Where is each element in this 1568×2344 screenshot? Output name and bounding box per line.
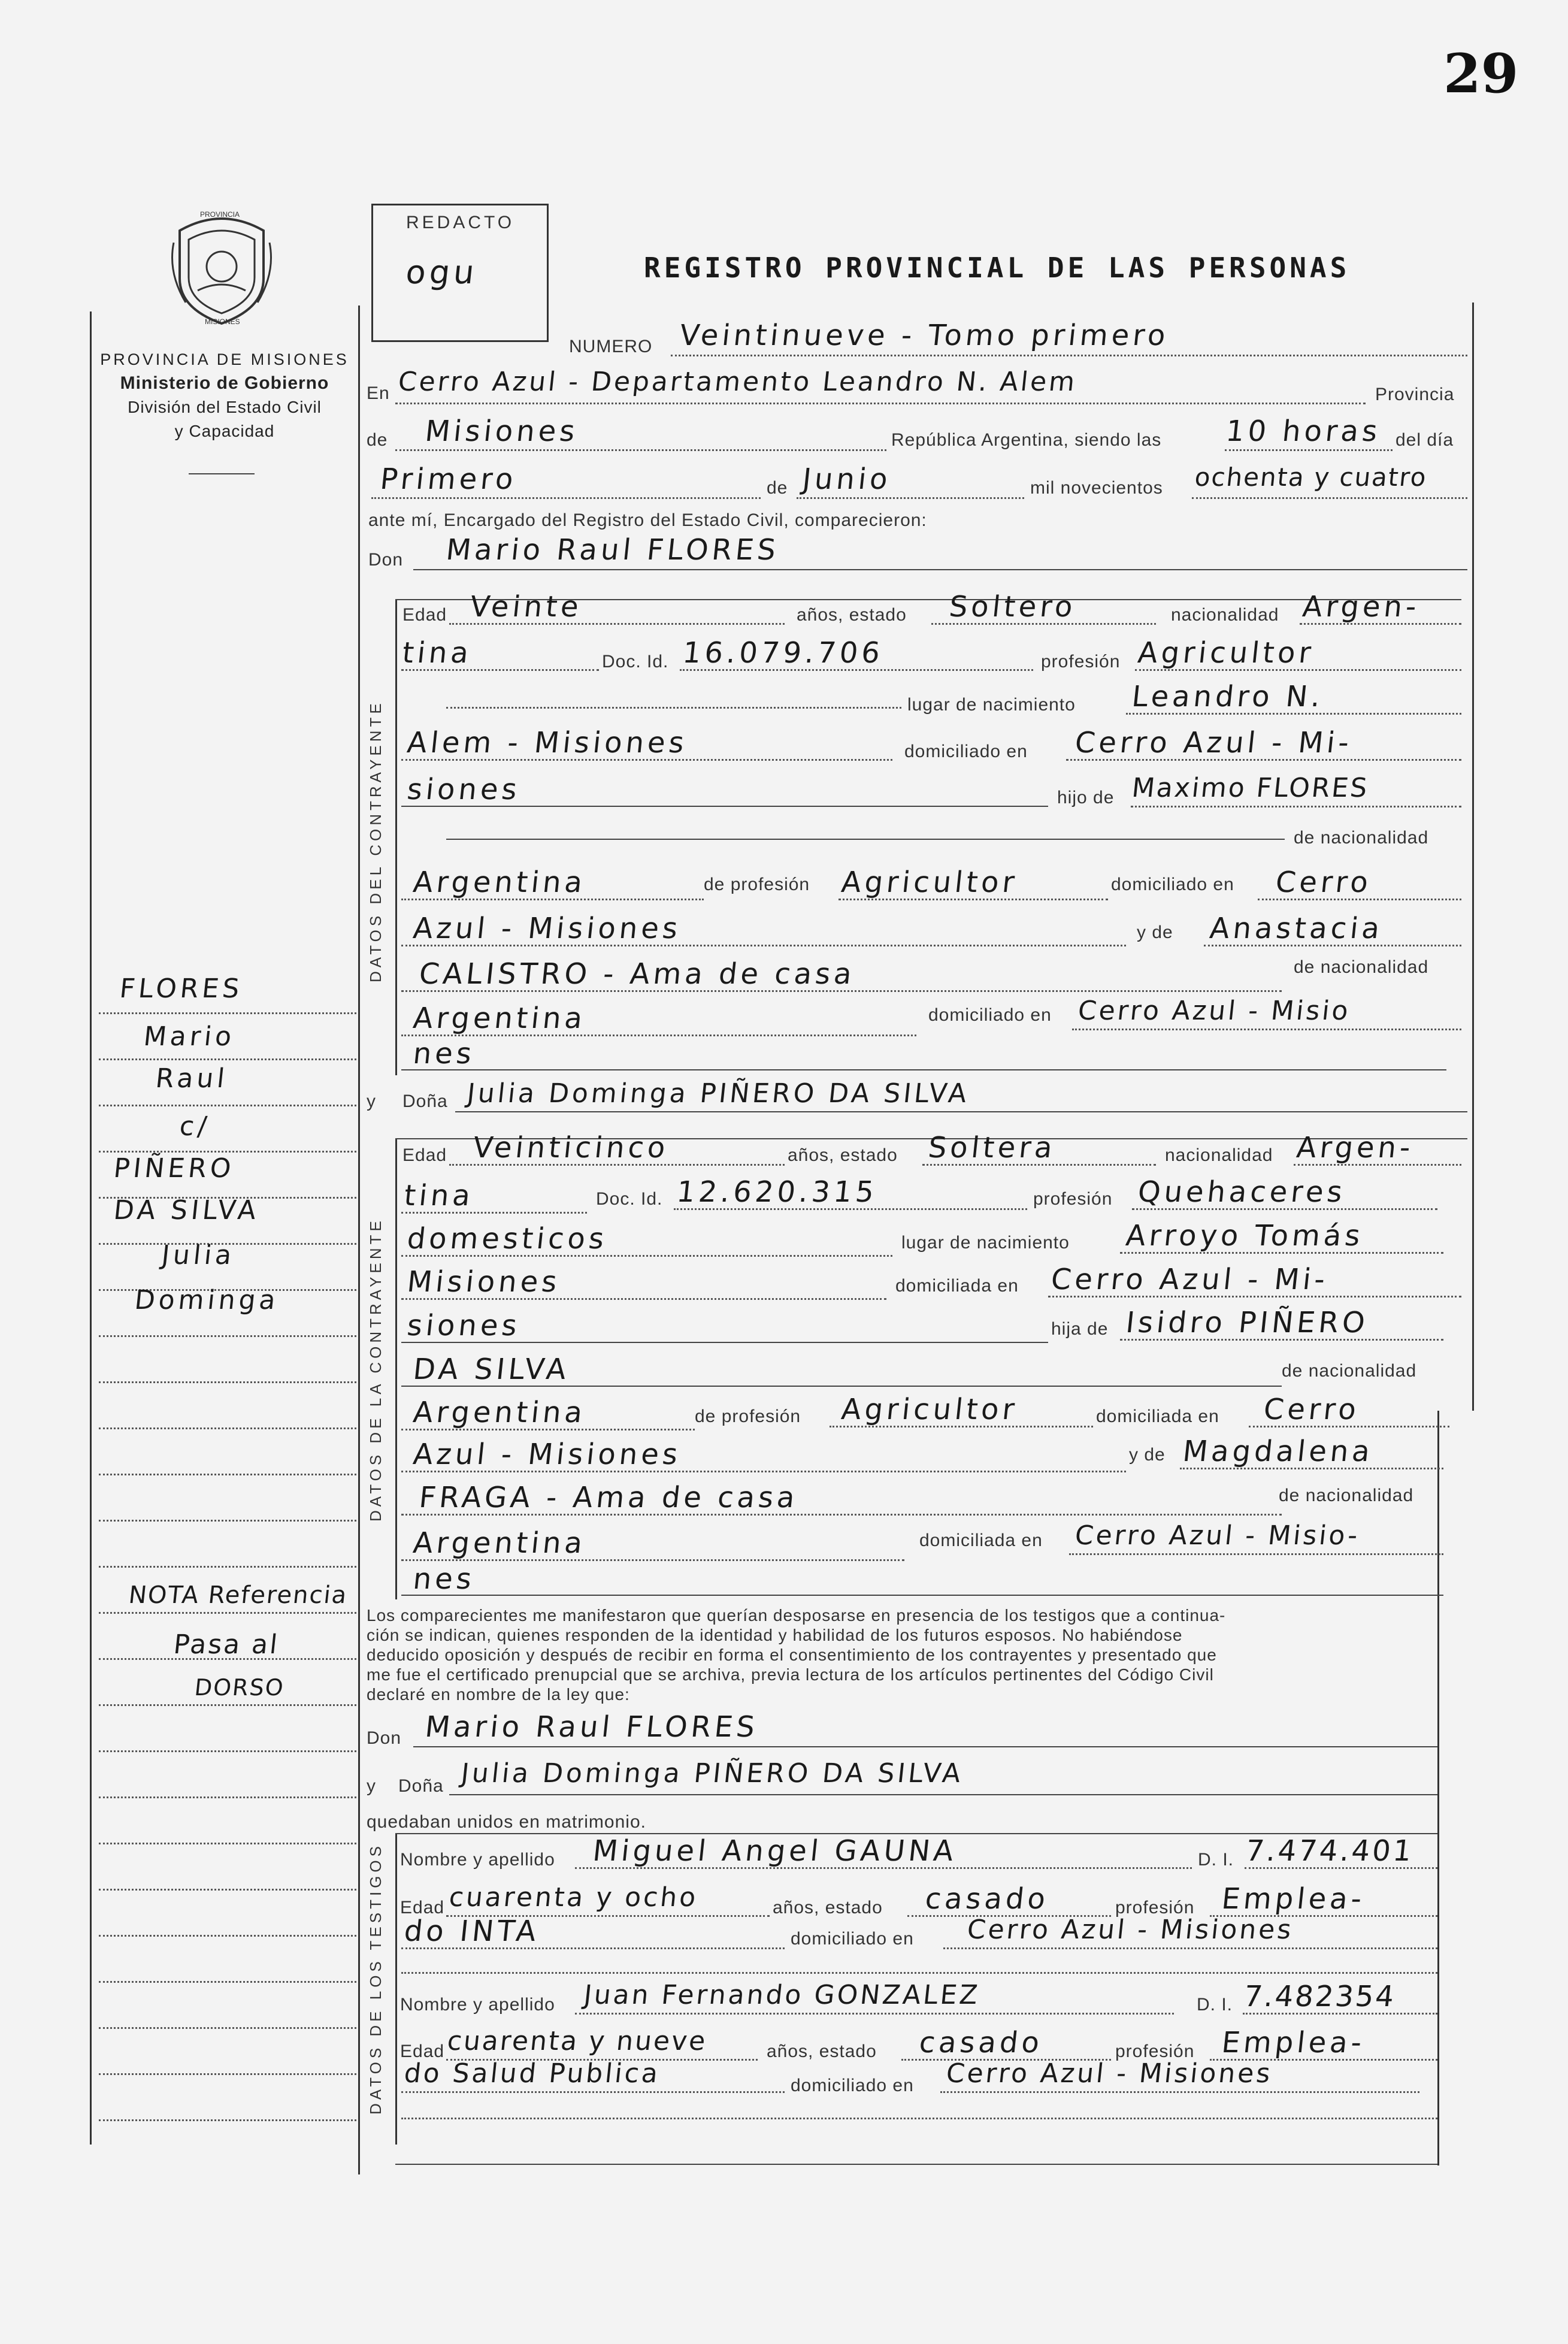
decl-closing: quedaban unidos en matrimonio.: [367, 1812, 646, 1832]
testigos-bottom-rule: [395, 2164, 1437, 2165]
margin-ruled-line: [99, 1058, 356, 1060]
declaration-line-1: Los comparecientes me manifestaron que querían desposarse en presencia de los testigos que a continua-: [367, 1606, 1226, 1625]
decl-don-label: Don: [367, 1728, 402, 1748]
c-blank-line: [446, 683, 901, 709]
c-padre-dom-label: domiciliado en: [1111, 875, 1234, 894]
f-nac-field-b: [401, 1179, 587, 1214]
numero-value: Veintinueve - Tomo primero: [678, 319, 1171, 352]
f-estado-value: Soltera: [927, 1131, 1058, 1165]
declaration-line-5: declaré en nombre de la ley que:: [367, 1685, 630, 1704]
f-madre-field: [1180, 1435, 1443, 1469]
f-doc-label: Doc. Id.: [596, 1189, 663, 1209]
del-dia-label: del día: [1396, 430, 1454, 450]
margin-name-7: Julia: [160, 1240, 237, 1271]
frame-right-rule: [1472, 303, 1474, 1411]
f-padre-field: [1120, 1306, 1443, 1341]
margin-ruled-line: [99, 1335, 356, 1337]
decl-dona-field: [449, 1758, 1437, 1795]
t1-di-value: 7.474.401: [1244, 1834, 1416, 1868]
c-madre-nac-value: Argentina: [411, 1002, 588, 1035]
margin-ruled-line: [99, 2119, 356, 2121]
t1-domicilio-label: domiciliado en: [791, 1929, 914, 1949]
f-estado-field: [922, 1131, 1156, 1166]
c-blank-line-2: [446, 821, 1285, 840]
frame-left-rule: [90, 311, 92, 2145]
t2-blank-line: [401, 2100, 1437, 2119]
provincia-label: Provincia: [1375, 385, 1455, 404]
seal-bottom-text: MISIONES: [205, 317, 240, 326]
horas-value: 10 horas: [1224, 415, 1383, 448]
margin-ruled-line: [99, 1474, 356, 1475]
c-madre-dom-field-b: [401, 1039, 1446, 1070]
f-de-nac-label: de nacionalidad: [1282, 1361, 1417, 1381]
c-madre-dom-value-b: nes: [411, 1037, 477, 1070]
t2-estado-value: casado: [918, 2026, 1045, 2059]
c-madre-nac-field: [401, 1002, 916, 1036]
mes-field: [797, 461, 1024, 499]
declaration-line-4: me fue el certificado prenupcial que se archiva, previa lectura de los artículos pertinentes del Código Civil: [367, 1665, 1214, 1684]
ante-mi-text: ante mí, Encargado del Registro del Estado Civil, comparecieron:: [368, 510, 927, 530]
c-padre-dom-field: [1258, 866, 1461, 900]
c-lugar-value-b: Alem - Misiones: [405, 726, 689, 760]
t2-estado-field: [901, 2026, 1111, 2061]
numero-field: [671, 317, 1467, 356]
don-value: Mario Raul FLORES: [444, 533, 781, 567]
f-lugar-value-a: Arroyo Tomás: [1124, 1219, 1366, 1253]
c-padre-prof-value: Agricultor: [840, 866, 1020, 899]
margin-ruled-line: [99, 1012, 356, 1014]
f-y-de-label: y de: [1129, 1445, 1166, 1465]
margin-ruled-line: [99, 1796, 356, 1798]
f-edad-label: Edad: [402, 1145, 447, 1165]
dia-field: [371, 461, 761, 499]
de-mes-label: de: [767, 478, 788, 498]
t2-profesion-label: profesión: [1115, 2041, 1195, 2061]
margin-ruled-line: [99, 1566, 356, 1568]
f-domicilio-value-a: Cerro Azul - Mi-: [1049, 1263, 1330, 1296]
seal-top-text: PROVINCIA: [200, 210, 240, 219]
f-nac-value-a: Argen-: [1295, 1131, 1416, 1165]
margin-ruled-line: [99, 1612, 356, 1614]
c-doc-label: Doc. Id.: [602, 652, 669, 672]
c-madre-dom-value-a: Cerro Azul - Misio: [1076, 996, 1352, 1026]
en-value: Cerro Azul - Departamento Leandro N. Alem: [396, 367, 1079, 397]
f-domicilio-field-b: [401, 1309, 1048, 1343]
c-nac-field-b: [401, 636, 599, 671]
f-madre-dom-field-b: [401, 1562, 1443, 1596]
office-ministry: Ministerio de Gobierno: [120, 373, 329, 393]
c-madre-dom-label: domiciliado en: [928, 1005, 1052, 1025]
declaration-line-2: ción se indican, quienes responden de la identidad y habilidad de los futuros esposos. No habiéndose: [367, 1626, 1183, 1644]
margin-nota-1: NOTA Referencia: [127, 1581, 349, 1609]
t1-di-field: [1245, 1834, 1437, 1869]
c-de-nac-label: de nacionalidad: [1294, 828, 1429, 848]
redacto-label: REDACTO: [406, 213, 515, 232]
margin-ruled-line: [99, 1427, 356, 1429]
f-padre-dom-value-a: Cerro: [1262, 1393, 1361, 1426]
margin-ruled-line: [99, 1935, 356, 1937]
c-domicilio-field-b: [401, 773, 1048, 807]
f-nacionalidad-label: nacionalidad: [1165, 1145, 1273, 1165]
declaration-line-3: deducido oposición y después de recibir en forma el consentimiento de los contrayentes y presentado que: [367, 1646, 1217, 1664]
decl-y-label: y: [367, 1776, 376, 1796]
c-madre-field: [1204, 912, 1461, 946]
t1-estado-field: [907, 1882, 1111, 1917]
f-madre-value-b: FRAGA - Ama de casa: [417, 1481, 800, 1514]
provincial-seal: [162, 207, 281, 329]
c-madre-dom-field: [1072, 996, 1461, 1030]
f-profesion-value-a: Quehaceres: [1136, 1175, 1348, 1209]
c-padre-nac-value: Argentina: [411, 866, 588, 899]
t2-nombre-label: Nombre y apellido: [400, 1995, 555, 2015]
f-padre-dom-label: domiciliada en: [1096, 1407, 1219, 1426]
f-madre-field-b: [401, 1481, 1282, 1516]
f-padre-prof-value: Agricultor: [840, 1393, 1020, 1426]
f-padre-dom-field: [1249, 1393, 1449, 1427]
registry-title: REGISTRO PROVINCIAL DE LAS PERSONAS: [644, 252, 1351, 284]
c-lugar-field: [1126, 680, 1461, 715]
margin-name-1: FLORES: [118, 973, 244, 1004]
f-lugar-value-b: Misiones: [405, 1265, 562, 1299]
office-province: PROVINCIA DE MISIONES: [100, 350, 349, 368]
contrayente-rule: [395, 599, 397, 1075]
c-profesion-label: profesión: [1041, 652, 1121, 672]
f-nac-value-b: tina: [402, 1179, 476, 1212]
t2-domicilio-value: Cerro Azul - Misiones: [945, 2058, 1275, 2089]
f-lugar-field: [1120, 1219, 1443, 1254]
margin-ruled-line: [99, 1520, 356, 1522]
testigos-side-label: DATOS DE LOS TESTIGOS: [367, 1843, 385, 2115]
office-division: División del Estado Civil: [128, 398, 322, 416]
t1-blank-line: [401, 1954, 1437, 1974]
margin-ruled-line: [99, 1981, 356, 1983]
f-padre-dom-field-b: [401, 1438, 1126, 1472]
office-capacity: y Capacidad: [174, 422, 275, 440]
f-madre-dom-field: [1069, 1520, 1443, 1555]
c-nac-value-a: Argen-: [1301, 590, 1422, 624]
t2-profesion-field-b: [401, 2058, 785, 2093]
f-padre-nac-field: [401, 1396, 695, 1430]
margin-ruled-line: [99, 1381, 356, 1383]
office-info: [90, 347, 359, 443]
f-madre-value-a: Magdalena: [1181, 1435, 1375, 1468]
f-profesion-field-b: [401, 1222, 892, 1257]
f-padre-dom-value-b: Azul - Misiones: [411, 1438, 683, 1471]
c-nacionalidad-label: nacionalidad: [1171, 605, 1279, 625]
dia-value: Primero: [379, 462, 519, 496]
provincia-field: [395, 413, 886, 451]
t2-di-field: [1243, 1980, 1437, 2015]
republica-label: República Argentina, siendo las: [891, 430, 1162, 450]
dona-label: Doña: [402, 1091, 448, 1111]
coat-of-arms-icon: [162, 207, 281, 329]
c-madre-value-b: CALISTRO - Ama de casa: [417, 957, 857, 991]
horas-field: [1225, 413, 1393, 451]
f-lugar-label: lugar de nacimiento: [901, 1233, 1070, 1253]
contrayente-side-label: DATOS DEL CONTRAYENTE: [367, 700, 385, 982]
f-padre-value-b: DA SILVA: [411, 1353, 571, 1386]
f-lugar-field-b: [401, 1265, 886, 1300]
c-hijo-label: hijo de: [1057, 788, 1115, 807]
frame-center-rule: [358, 306, 360, 2174]
f-padre-field-b: [401, 1353, 1282, 1387]
margin-name-2: Mario: [142, 1021, 237, 1052]
don-field: [413, 533, 1467, 570]
decl-dona-label: Doña: [398, 1776, 444, 1796]
margin-nota-2: Pasa al: [172, 1629, 281, 1660]
t2-di-value: 7.482354: [1242, 1980, 1397, 2013]
declaration-paragraph: [367, 1605, 1439, 1704]
c-doc-value: 16.079.706: [681, 636, 885, 670]
t1-nombre-field: [575, 1834, 1192, 1869]
t1-nombre-label: Nombre y apellido: [400, 1850, 555, 1870]
c-edad-value: Veinte: [468, 590, 584, 624]
c-madre-de-nac-label: de nacionalidad: [1294, 957, 1429, 977]
c-padre-dom-value-a: Cerro: [1274, 866, 1373, 899]
de-label: de: [367, 430, 388, 450]
decl-dona-value: Julia Dominga PIÑERO DA SILVA: [459, 1758, 965, 1789]
dona-field: [455, 1078, 1467, 1112]
t1-profesion-field-b: [401, 1914, 785, 1949]
f-madre-nac-value: Argentina: [411, 1526, 588, 1560]
margin-ruled-line: [99, 1105, 356, 1106]
f-profesion-value-b: domesticos: [405, 1222, 610, 1256]
c-nac-value-b: tina: [401, 636, 474, 670]
t1-domicilio-value: Cerro Azul - Misiones: [965, 1914, 1295, 1945]
t1-profesion-label: profesión: [1115, 1898, 1195, 1917]
page-number: 29: [1443, 42, 1519, 105]
c-profesion-field: [1135, 636, 1461, 671]
testigos-rule: [395, 1833, 397, 2145]
c-padre-nac-field: [401, 866, 704, 900]
t2-domicilio-label: domiciliado en: [791, 2076, 914, 2095]
c-lugar-value-a: Leandro N.: [1130, 680, 1326, 713]
f-madre-dom-label: domiciliada en: [919, 1531, 1043, 1550]
c-estado-field: [931, 590, 1156, 625]
f-hija-label: hija de: [1051, 1319, 1109, 1339]
numero-label: NUMERO: [569, 337, 653, 356]
t2-edad-value: cuarenta y nueve: [446, 2026, 709, 2056]
redacto-box: [371, 204, 549, 342]
anio-field: [1192, 461, 1467, 499]
c-lugar-label: lugar de nacimiento: [907, 695, 1076, 715]
t2-domicilio-field: [940, 2058, 1419, 2093]
en-field: [395, 365, 1366, 404]
t2-anos-label: años, estado: [767, 2041, 877, 2061]
c-domicilio-value-b: siones: [405, 773, 522, 806]
margin-ruled-line: [99, 2073, 356, 2075]
c-padre-dom-value-b: Azul - Misiones: [411, 912, 683, 945]
t1-profesion-value-a: Emplea-: [1220, 1882, 1367, 1916]
t2-edad-field: [446, 2026, 758, 2061]
f-madre-nac-field: [401, 1526, 904, 1561]
f-profesion-field: [1132, 1175, 1437, 1210]
c-madre-field-b: [401, 957, 1282, 992]
f-doc-value: 12.620.315: [675, 1175, 879, 1209]
t1-profesion-field: [1210, 1882, 1437, 1917]
margin-ruled-line: [99, 1750, 356, 1752]
t1-profesion-value-b: do INTA: [402, 1914, 541, 1948]
margin-ruled-line: [99, 1843, 356, 1844]
f-de-prof-label: de profesión: [695, 1407, 801, 1426]
c-padre-field: [1131, 773, 1461, 807]
margin-nota-3: DORSO: [193, 1674, 286, 1701]
c-domicilio-value-a: Cerro Azul - Mi-: [1073, 726, 1354, 760]
f-domicilio-value-b: siones: [405, 1309, 522, 1342]
c-estado-value: Soltero: [948, 590, 1078, 624]
decl-don-value: Mario Raul FLORES: [423, 1710, 760, 1744]
f-anos-label: años, estado: [788, 1145, 898, 1165]
t2-profesion-value-b: do Salud Publica: [402, 2058, 662, 2089]
margin-ruled-line: [99, 1889, 356, 1891]
c-domicilio-field: [1066, 726, 1461, 761]
f-domicilio-label: domiciliada en: [895, 1276, 1019, 1296]
margin-name-6: DA SILVA: [112, 1195, 261, 1226]
f-doc-field: [674, 1175, 1027, 1210]
t1-anos-label: años, estado: [773, 1898, 883, 1917]
f-padre-prof-field: [830, 1393, 1093, 1427]
c-doc-field: [680, 636, 1033, 671]
c-anos-label: años, estado: [797, 605, 907, 625]
c-padre-prof-field: [839, 866, 1108, 900]
f-domicilio-field: [1048, 1263, 1461, 1297]
margin-name-3: Raul: [154, 1063, 230, 1094]
f-nac-field: [1294, 1131, 1461, 1166]
en-label: En: [367, 383, 390, 403]
c-edad-field: [449, 590, 785, 625]
contrayenta-side-label: DATOS DE LA CONTRAYENTE: [367, 1217, 385, 1522]
c-edad-label: Edad: [402, 605, 447, 625]
f-madre-dom-value-a: Cerro Azul - Misio-: [1073, 1520, 1361, 1551]
mil-label: mil novecientos: [1030, 478, 1163, 498]
t1-edad-label: Edad: [400, 1898, 445, 1917]
c-y-de-label: y de: [1137, 923, 1173, 942]
dona-value: Julia Dominga PIÑERO DA SILVA: [465, 1078, 971, 1109]
decl-don-field: [413, 1710, 1437, 1747]
provincia-value: Misiones: [423, 415, 580, 448]
f-padre-nac-value: Argentina: [411, 1396, 588, 1429]
margin-name-8: Dominga: [133, 1285, 281, 1315]
mes-value: Junio: [801, 462, 893, 496]
t2-nombre-value: Juan Fernando GONZALEZ: [582, 1980, 982, 2010]
f-edad-field: [449, 1131, 785, 1166]
c-de-prof-label: de profesión: [704, 875, 810, 894]
office-divider: [189, 473, 255, 474]
t2-profesion-field: [1210, 2026, 1437, 2061]
t2-profesion-value-a: Emplea-: [1220, 2026, 1367, 2059]
c-padre-value: Maximo FLORES: [1130, 773, 1370, 803]
margin-ruled-line: [99, 2027, 356, 2029]
t1-nombre-value: Miguel Angel GAUNA: [591, 1834, 959, 1868]
f-edad-value: Veinticinco: [471, 1131, 671, 1165]
contrayenta-rule: [395, 1138, 397, 1599]
t1-estado-value: casado: [924, 1882, 1051, 1916]
y-label: y: [367, 1091, 376, 1111]
f-madre-dom-value-b: nes: [411, 1562, 477, 1596]
t1-di-label: D. I.: [1198, 1850, 1234, 1870]
f-madre-de-nac-label: de nacionalidad: [1279, 1486, 1414, 1505]
c-madre-value-a: Anastacia: [1208, 912, 1385, 945]
anio-value: ochenta y cuatro: [1193, 462, 1429, 492]
redacto-initials: ogu: [404, 253, 480, 291]
t1-edad-field: [446, 1882, 770, 1917]
c-padre-dom-field-b: [401, 912, 1126, 946]
margin-name-5: PIÑERO: [112, 1153, 237, 1184]
c-lugar-field-b: [401, 726, 892, 761]
t2-edad-label: Edad: [400, 2041, 445, 2061]
c-nac-field: [1300, 590, 1461, 625]
c-domicilio-label: domiciliado en: [904, 742, 1028, 761]
t2-nombre-field: [575, 1980, 1174, 2015]
f-padre-value-a: Isidro PIÑERO: [1124, 1306, 1370, 1339]
margin-ruled-line: [99, 1151, 356, 1153]
margin-ruled-line: [99, 1704, 356, 1706]
f-profesion-label: profesión: [1033, 1189, 1113, 1209]
t1-domicilio-field: [943, 1914, 1437, 1949]
t1-edad-value: cuarenta y ocho: [447, 1882, 700, 1913]
t2-di-label: D. I.: [1197, 1995, 1233, 2015]
margin-name-4: c/: [178, 1111, 212, 1142]
c-profesion-value: Agricultor: [1136, 636, 1316, 670]
don-label: Don: [368, 550, 404, 570]
